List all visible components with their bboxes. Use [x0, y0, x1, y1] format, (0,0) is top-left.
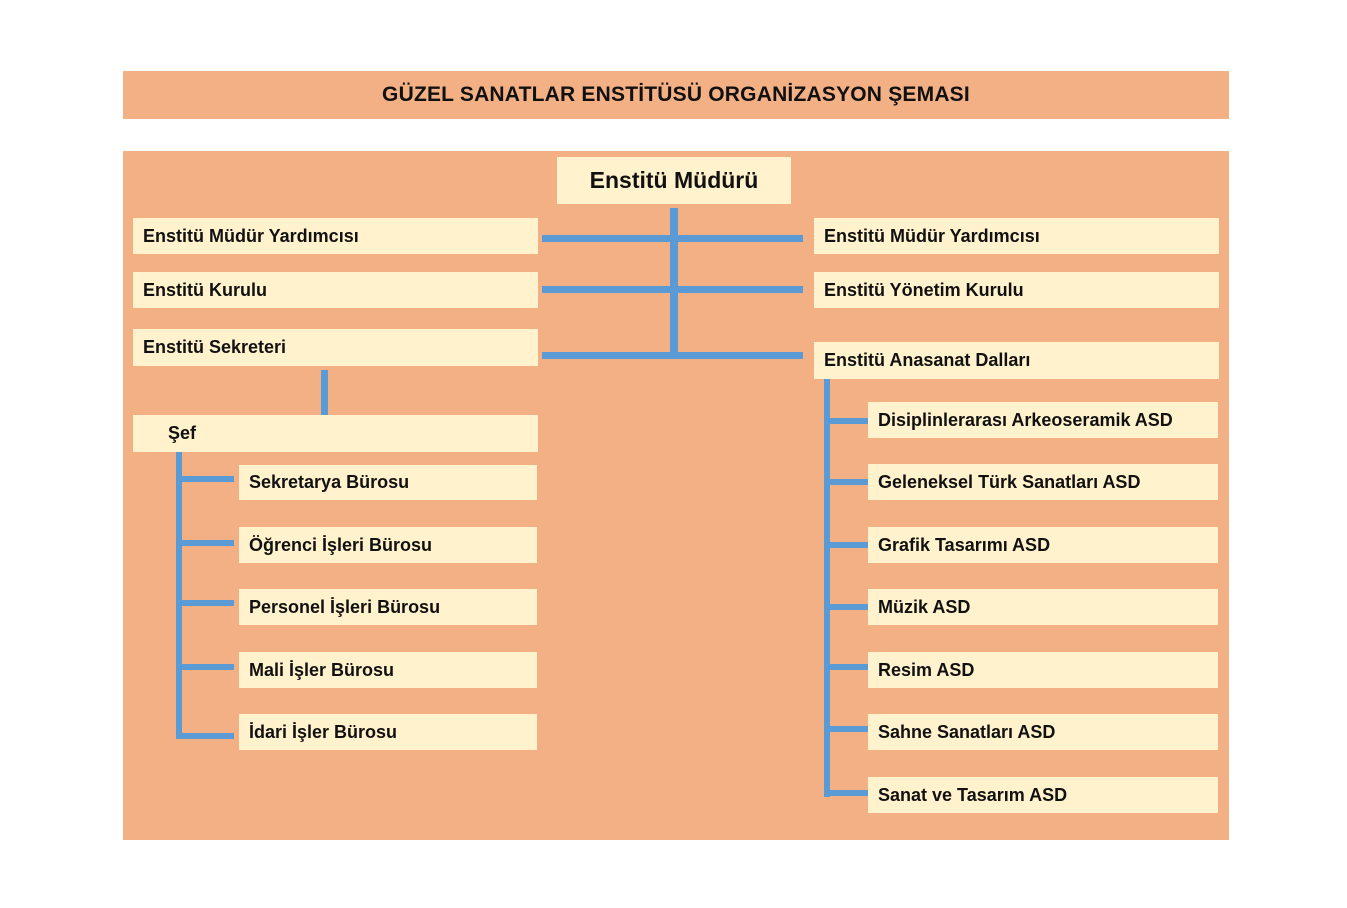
office-financial-affairs: Mali İşler Bürosu [239, 652, 537, 688]
connector-offices-trunk [176, 452, 182, 739]
connector-departments-trunk [824, 378, 830, 797]
department-art-and-design: Sanat ve Tasarım ASD [868, 777, 1218, 813]
connector-office-3 [182, 600, 234, 606]
chart-title-bar [123, 71, 1229, 119]
connector-department-7 [830, 790, 868, 796]
department-painting: Resim ASD [868, 652, 1218, 688]
right-unit-main-art-departments: Enstitü Anasanat Dalları [814, 342, 1219, 379]
connector-department-6 [830, 726, 868, 732]
left-unit-deputy-director: Enstitü Müdür Yardımcısı [133, 218, 538, 254]
office-personnel-affairs: Personel İşleri Bürosu [239, 589, 537, 625]
chief-box: Şef [133, 415, 538, 452]
connector-office-1 [182, 476, 234, 482]
department-music: Müzik ASD [868, 589, 1218, 625]
connector-office-2 [182, 540, 234, 546]
left-unit-institute-secretary: Enstitü Sekreteri [133, 329, 538, 366]
connector-secretary-to-chief [321, 370, 328, 416]
office-secretariat: Sekretarya Bürosu [239, 465, 537, 500]
office-student-affairs: Öğrenci İşleri Bürosu [239, 527, 537, 563]
right-unit-executive-board: Enstitü Yönetim Kurulu [814, 272, 1219, 308]
connector-department-5 [830, 664, 868, 670]
left-unit-institute-board: Enstitü Kurulu [133, 272, 538, 308]
connector-department-1 [830, 418, 868, 424]
director-box: Enstitü Müdürü [557, 157, 791, 204]
chart-title: GÜZEL SANATLAR ENSTİTÜSÜ ORGANİZASYON ŞEMASI [382, 83, 970, 106]
connector-office-5 [182, 733, 234, 739]
department-archaeoceramic: Disiplinlerarası Arkeoseramik ASD [868, 402, 1218, 438]
right-unit-deputy-director: Enstitü Müdür Yardımcısı [814, 218, 1219, 254]
connector-row-1 [542, 235, 803, 242]
office-administrative-affairs: İdari İşler Bürosu [239, 714, 537, 750]
connector-department-4 [830, 604, 868, 610]
connector-director-trunk [670, 208, 678, 358]
connector-office-4 [182, 664, 234, 670]
connector-department-3 [830, 542, 868, 548]
connector-department-2 [830, 479, 868, 485]
department-graphic-design: Grafik Tasarımı ASD [868, 527, 1218, 563]
department-performing-arts: Sahne Sanatları ASD [868, 714, 1218, 750]
connector-row-2 [542, 286, 803, 293]
department-traditional-turkish-arts: Geleneksel Türk Sanatları ASD [868, 464, 1218, 500]
connector-row-3 [542, 352, 803, 359]
